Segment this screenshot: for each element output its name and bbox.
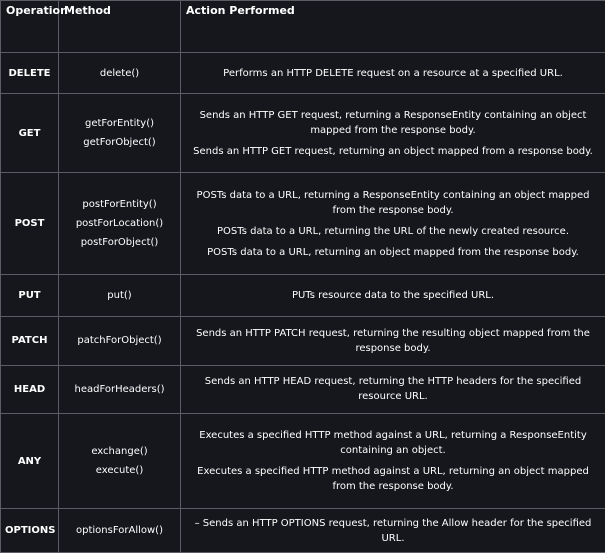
action-text: POSTs data to a URL, returning an object mapped from the response body. [207,246,579,258]
table-row-put [1,274,605,317]
action-text: POSTs data to a URL, returning a ResponseEntity containing an object mapped from the response body. [196,189,590,216]
operation-cell: GET [1,94,59,173]
action-text: Sends an HTTP GET request, returning a ResponseEntity containing an object mapped from the response body. [199,109,587,136]
header-operation: Operation [1,1,59,53]
method-cell [59,365,181,414]
method-cell [59,173,181,274]
operation-cell: POST [1,173,59,274]
action-text: POSTs data to a URL, returning the URL of the newly created resource. [217,225,569,237]
action-text: Executes a specified HTTP method against a URL, returning a ResponseEntity containing an object. [199,430,587,457]
header-method: Method [59,1,181,53]
action-text: Sends an HTTP PATCH request, returning the resulting object mapped from the response body. [196,327,590,354]
method-name: getForObject() [83,137,156,149]
method-name: postForLocation() [75,218,164,230]
method-name: postForObject() [80,237,159,249]
action-text: Sends an HTTP GET request, returning an object mapped from a response body. [193,145,593,157]
table-row-delete [1,53,605,94]
method-name: patchForObject() [77,335,162,347]
action-cell [181,317,605,366]
table-row-post [1,173,605,274]
action-cell [181,173,605,274]
action-cell [181,365,605,414]
action-text: Sends an HTTP HEAD request, returning the HTTP headers for the specified resource URL. [204,376,582,403]
method-name: optionsForAllow() [76,525,163,537]
method-name: exchange() [91,446,148,458]
action-text: Performs an HTTP DELETE request on a resource at a specified URL. [223,67,563,79]
method-cell [59,414,181,509]
action-cell [181,509,605,553]
action-cell [181,274,605,317]
header-action: Action Performed [181,1,605,53]
method-name: postForEntity() [82,199,157,211]
header-row [1,1,605,53]
operation-cell: DELETE [1,53,59,94]
action-text: PUTs resource data to the specified URL. [291,289,495,301]
operation-cell: PATCH [1,317,59,366]
table-row-any [1,414,605,509]
method-cell [59,274,181,317]
method-name: getForEntity() [84,118,155,130]
method-name: put() [107,289,132,301]
method-name: execute() [95,465,144,477]
method-cell [59,94,181,173]
action-cell [181,53,605,94]
method-cell [59,53,181,94]
action-cell [181,414,605,509]
method-name: delete() [99,67,140,79]
action-text: Executes a specified HTTP method against a URL, returning an object mapped from the response body. [197,466,589,493]
method-cell [59,317,181,366]
operation-cell: PUT [1,274,59,317]
method-name: headForHeaders() [74,383,165,395]
operation-cell: HEAD [1,365,59,414]
table-row-head [1,365,605,414]
method-cell [59,509,181,553]
table-row-get [1,94,605,173]
operation-cell: OPTIONS [1,509,59,553]
action-cell [181,94,605,173]
action-text: – Sends an HTTP OPTIONS request, returning the Allow header for the specified URL. [194,517,592,544]
table-row-options [1,509,605,553]
operation-cell: ANY [1,414,59,509]
table-row-patch [1,317,605,366]
